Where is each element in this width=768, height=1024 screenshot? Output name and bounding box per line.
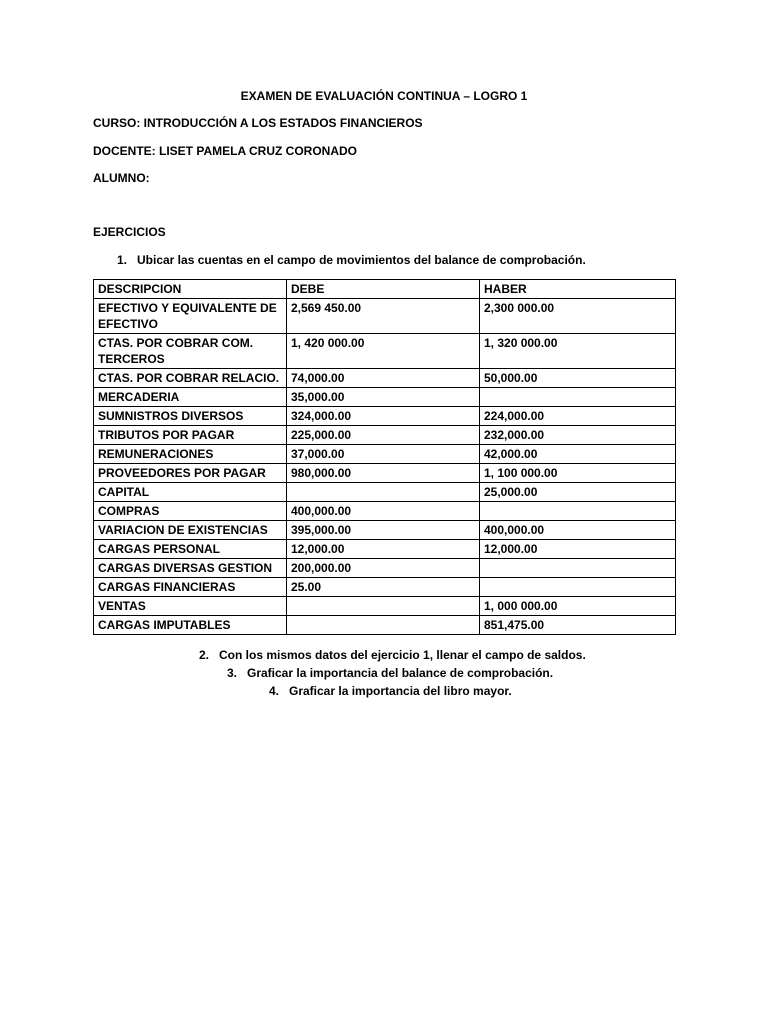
table-row: [94, 426, 676, 445]
cell-haber: 2,300 000.00: [480, 299, 676, 334]
cell-debe: 74,000.00: [287, 369, 480, 388]
cell-descripcion: REMUNERACIONES: [94, 445, 287, 464]
table-row: [94, 578, 676, 597]
table-row: [94, 445, 676, 464]
cell-haber: 50,000.00: [480, 369, 676, 388]
cell-debe: 400,000.00: [287, 502, 480, 521]
cell-debe: 225,000.00: [287, 426, 480, 445]
cell-debe: 12,000.00: [287, 540, 480, 559]
cell-debe: 395,000.00: [287, 521, 480, 540]
table-row: [94, 369, 676, 388]
table-row: [94, 483, 676, 502]
cell-debe: 25.00: [287, 578, 480, 597]
cell-debe: 2,569 450.00: [287, 299, 480, 334]
table-row: [94, 334, 676, 369]
table-row: [94, 299, 676, 334]
question-1: [117, 253, 586, 268]
course-line: CURSO: INTRODUCCIÓN A LOS ESTADOS FINANCIEROS: [93, 116, 423, 130]
question-number: 2.: [199, 648, 210, 662]
trial-balance-table: [93, 279, 676, 635]
cell-haber: 232,000.00: [480, 426, 676, 445]
table-row: [94, 597, 676, 616]
cell-descripcion: COMPRAS: [94, 502, 287, 521]
cell-descripcion: EFECTIVO Y EQUIVALENTE DE EFECTIVO: [94, 299, 287, 334]
cell-descripcion: CTAS. POR COBRAR RELACIO.: [94, 369, 287, 388]
table-row: [94, 502, 676, 521]
question-4: [269, 684, 512, 699]
cell-descripcion: CARGAS FINANCIERAS: [94, 578, 287, 597]
cell-descripcion: CARGAS PERSONAL: [94, 540, 287, 559]
question-number: 1.: [117, 253, 128, 267]
question-text: Graficar la importancia del libro mayor.: [289, 684, 512, 698]
cell-haber: 1, 100 000.00: [480, 464, 676, 483]
question-text: Con los mismos datos del ejercicio 1, llenar el campo de saldos.: [219, 648, 586, 662]
cell-haber: 1, 000 000.00: [480, 597, 676, 616]
teacher-line: DOCENTE: LISET PAMELA CRUZ CORONADO: [93, 144, 357, 158]
document-title: EXAMEN DE EVALUACIÓN CONTINUA – LOGRO 1: [240, 89, 528, 103]
cell-descripcion: VARIACION DE EXISTENCIAS: [94, 521, 287, 540]
cell-debe: [287, 597, 480, 616]
section-title: EJERCICIOS: [93, 225, 166, 239]
cell-haber: 25,000.00: [480, 483, 676, 502]
header-descripcion: DESCRIPCION: [94, 280, 287, 299]
cell-haber: 224,000.00: [480, 407, 676, 426]
table-row: [94, 559, 676, 578]
cell-haber: 851,475.00: [480, 616, 676, 635]
cell-descripcion: PROVEEDORES POR PAGAR: [94, 464, 287, 483]
cell-haber: [480, 578, 676, 597]
question-text: Graficar la importancia del balance de comprobación.: [247, 666, 554, 680]
cell-descripcion: VENTAS: [94, 597, 287, 616]
table-row: [94, 464, 676, 483]
cell-descripcion: CAPITAL: [94, 483, 287, 502]
cell-descripcion: TRIBUTOS POR PAGAR: [94, 426, 287, 445]
question-text: Ubicar las cuentas en el campo de movimientos del balance de comprobación.: [137, 253, 586, 267]
cell-debe: [287, 616, 480, 635]
cell-debe: 324,000.00: [287, 407, 480, 426]
student-line: ALUMNO:: [93, 171, 150, 185]
question-number: 3.: [227, 666, 238, 680]
table-row: [94, 540, 676, 559]
header-haber: HABER: [480, 280, 676, 299]
table-row: [94, 407, 676, 426]
table-row: [94, 388, 676, 407]
header-debe: DEBE: [287, 280, 480, 299]
cell-descripcion: CARGAS IMPUTABLES: [94, 616, 287, 635]
cell-haber: 1, 320 000.00: [480, 334, 676, 369]
question-3: [227, 666, 553, 681]
cell-debe: 1, 420 000.00: [287, 334, 480, 369]
cell-haber: [480, 388, 676, 407]
question-number: 4.: [269, 684, 280, 698]
table-header-row: [94, 280, 676, 299]
cell-haber: 12,000.00: [480, 540, 676, 559]
cell-debe: 35,000.00: [287, 388, 480, 407]
cell-haber: 42,000.00: [480, 445, 676, 464]
cell-debe: 37,000.00: [287, 445, 480, 464]
question-2: [199, 648, 586, 663]
table-row: [94, 616, 676, 635]
cell-debe: 980,000.00: [287, 464, 480, 483]
table-row: [94, 521, 676, 540]
cell-descripcion: CARGAS DIVERSAS GESTION: [94, 559, 287, 578]
cell-descripcion: CTAS. POR COBRAR COM. TERCEROS: [94, 334, 287, 369]
cell-haber: [480, 502, 676, 521]
cell-descripcion: MERCADERIA: [94, 388, 287, 407]
cell-debe: 200,000.00: [287, 559, 480, 578]
cell-descripcion: SUMNISTROS DIVERSOS: [94, 407, 287, 426]
cell-haber: 400,000.00: [480, 521, 676, 540]
cell-debe: [287, 483, 480, 502]
cell-haber: [480, 559, 676, 578]
